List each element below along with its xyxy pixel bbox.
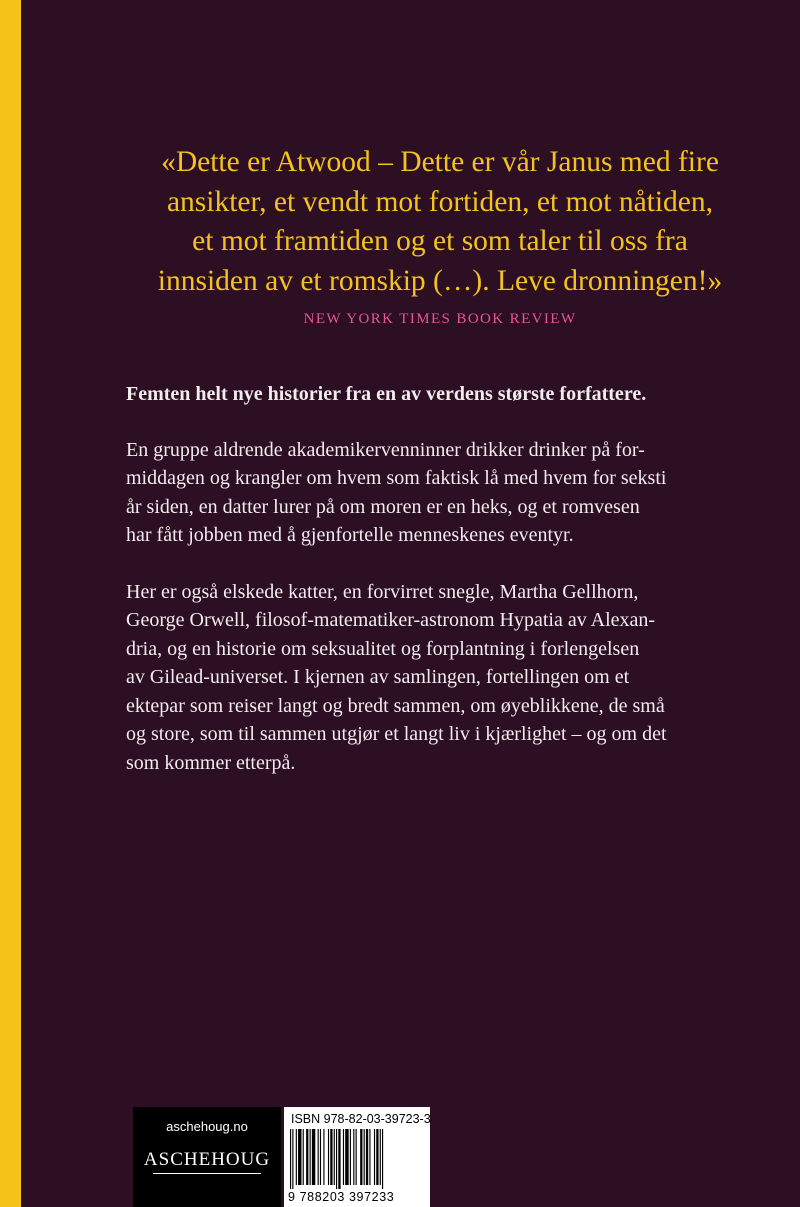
- blurb-line: av Gilead-universet. I kjernen av samlingen, fortellingen om et: [126, 666, 630, 688]
- review-quote: [120, 143, 760, 328]
- quote-line: «Dette er Atwood – Dette er vår Janus med fire: [161, 146, 719, 178]
- blurb-paragraph-1: [126, 436, 766, 550]
- blurb-lead: Femten helt nye historier fra en av verdens største forfattere.: [126, 383, 647, 405]
- book-blurb: [126, 380, 766, 805]
- quote-line: ansikter, et vendt mot fortiden, et mot nåtiden,: [166, 185, 714, 218]
- blurb-line: ektepar som reiser langt og bredt sammen, om øyeblikkene, de små: [126, 694, 665, 717]
- publisher-box: [133, 1107, 281, 1207]
- publisher-url[interactable]: aschehoug.no: [166, 1119, 248, 1134]
- blurb-line: og store, som til sammen utgjør et langt liv i kjærlighet – og om det: [126, 723, 667, 745]
- barcode-box: [284, 1107, 430, 1207]
- barcode-digits: 9 788203 397233: [288, 1190, 395, 1204]
- quote-text: [120, 143, 760, 301]
- quote-line: et mot framtiden og et som taler til oss fra: [192, 225, 688, 257]
- quote-line: innsiden av et romskip (…). Leve dronningen!»: [157, 264, 723, 297]
- blurb-line: år siden, en datter lurer på om moren er en heks, og et romvesen: [126, 495, 640, 518]
- blurb-line: Her er også elskede katter, en forvirret snegle, Martha Gellhorn,: [126, 580, 639, 603]
- blurb-line: dria, og en historie om seksualitet og forplantning i forlengelsen: [126, 637, 640, 660]
- spine-stripe: [0, 0, 21, 1207]
- blurb-line: middagen og krangler om hvem som faktisk lå med hvem for seksti: [126, 467, 667, 489]
- publisher-logo: ASCHEHOUG: [133, 1149, 281, 1174]
- quote-source: NEW YORK TIMES BOOK REVIEW: [303, 311, 577, 327]
- blurb-line: har fått jobben med å gjenfortelle menneskenes eventyr.: [126, 524, 574, 546]
- blurb-line: En gruppe aldrende akademikervenninner drikker drinker på for-: [126, 438, 645, 461]
- isbn-label: ISBN 978-82-03-39723-3: [291, 1112, 431, 1126]
- blurb-line: som kommer etterpå.: [126, 751, 296, 774]
- barcode-icon: [290, 1129, 424, 1189]
- blurb-line: George Orwell, filosof-matematiker-astronom Hypatia av Alexan-: [126, 609, 656, 631]
- blurb-paragraph-2: [126, 578, 766, 778]
